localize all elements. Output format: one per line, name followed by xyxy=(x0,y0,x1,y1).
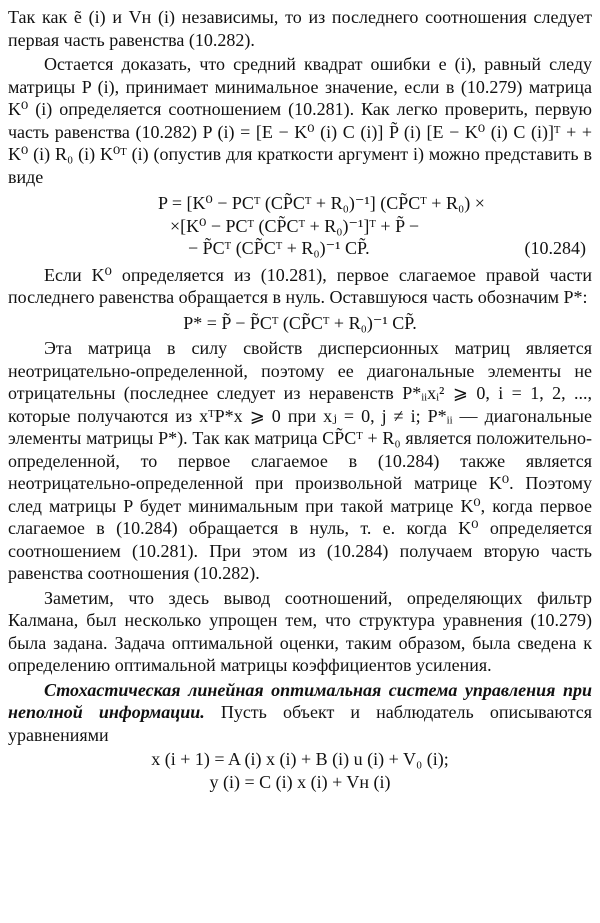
paragraph-section-start xyxy=(8,679,592,747)
paragraph-kalman-note: Заметим, что здесь вывод соотношений, определяющих фильтр Калмана, был несколько упрощен тем, что структура уравнения (10.279) была задана. Задача оптимальной оценки, таким образом, была сведена к определению оптимальной матрицы коэффициентов усиления. xyxy=(8,587,592,675)
equation-number: (10.284) xyxy=(524,238,586,258)
system-line-1: x (i + 1) = A (i) x (i) + B (i) u (i) + V₀ (i); xyxy=(151,749,449,769)
section-heading: Стохастическая линейная оптимальная система управления при неполной информации. xyxy=(8,679,592,722)
section-text: Пусть объект и наблюдатель описываются уравнениями xyxy=(8,702,592,745)
equation-line-3: − P̃Cᵀ (CP̃Cᵀ + R₀)⁻¹ CP̃. (10.284) xyxy=(188,238,586,258)
equation-line-1: P = [K⁰ − PCᵀ (CP̃Cᵀ + R₀)⁻¹] (CP̃Cᵀ + R₀) × xyxy=(158,193,485,213)
system-line-2: y (i) = C (i) x (i) + Vн (i) xyxy=(209,771,391,792)
paragraph-k0: Если K⁰ определяется из (10.281), первое слагаемое правой части последнего равенства обращается в нуль. Оставшуюся часть обозначим P*: xyxy=(8,264,592,307)
paragraph-intro: Так как ẽ (i) и Vн (i) независимы, то из последнего соотношения следует первая часть равенства (10.282). xyxy=(8,7,592,50)
equation-p-star: P* = P̃ − P̃Cᵀ (CP̃Cᵀ + R₀)⁻¹ CP̃. xyxy=(183,312,417,333)
paragraph-proof: Остается доказать, что средний квадрат ошибки e (i), равный следу матрицы P (i), принимает минимальное значение, если в (10.279) матрица K⁰ (i) определяется соотношением (10.281). Как легко проверить, первую часть равенства (10.282) P (i) = [E − K⁰ (i) C (i)] P̃ (i) [E − K⁰ (i) C (i)]ᵀ + + K⁰ (i) R₀ (i) K⁰ᵀ (i) (опустив для краткости аргумент i) можно представить в виде xyxy=(8,54,592,187)
equation-line-2: ×[K⁰ − PCᵀ (CP̃Cᵀ + R₀)⁻¹]ᵀ + P̃ − xyxy=(170,215,420,236)
equation-10-284 xyxy=(8,192,592,260)
system-equations xyxy=(8,748,592,793)
paragraph-dispersion: Эта матрица в силу свойств дисперсионных матриц является неотрицательно-определенной, поэтому ее диагональные элементы не отрицательны (последнее следует из неравенств P*ᵢᵢxᵢ² ⩾ 0, i = 1, 2, ..., которые получаются из xᵀP*x ⩾ 0 при xⱼ = 0, j ≠ i; P*ᵢᵢ — диагональные элементы матрицы P*). Так как матрица CP̃Cᵀ + R₀ является положительно-определенной, то первое слагаемое в (10.284) также является неотрицательно-определенной при произвольной матрице K⁰. Поэтому след матрицы P будет минимальным при такой матрице K⁰, когда первое слагаемое в (10.284) обращается в нуль, т. е. когда K⁰ определяется соотношением (10.281). При этом из (10.284) получаем вторую часть равенства соотношения (10.282). xyxy=(8,338,592,583)
